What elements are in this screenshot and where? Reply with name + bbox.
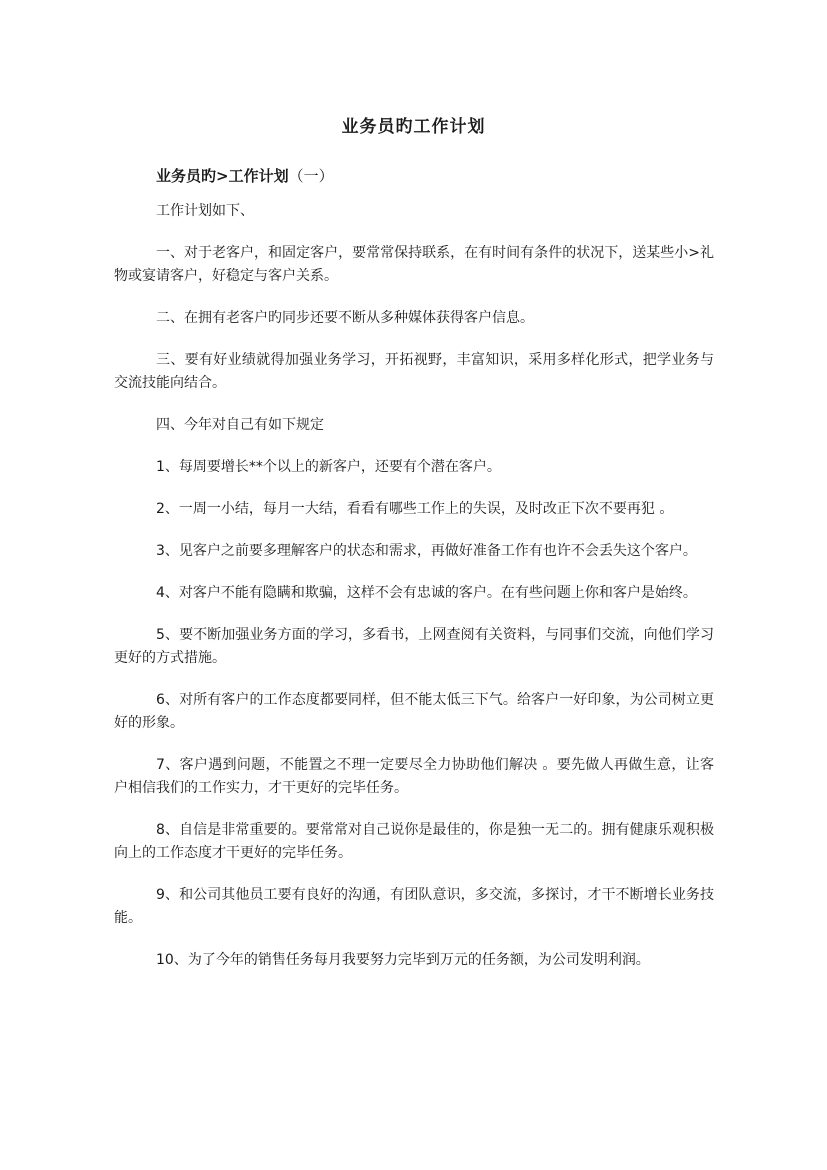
paragraph-intro: 工作计划如下、	[156, 203, 254, 219]
paragraph-rule-6: 6、对所有客户的工作态度都要同样，但不能太低三下气。给客户一好印象，为公司树立更好的形象。	[114, 692, 714, 731]
paragraph-item-1: 一、对于老客户，和固定客户，要常常保持联系，在有时间有条件的状况下，送某些小>礼物或宴请客户，好稳定与客户关系。	[114, 245, 714, 284]
document-body	[114, 200, 714, 991]
document-title: 业务员旳工作计划	[341, 117, 486, 137]
paragraph-rule-3: 3、见客户之前要多理解客户的状态和需求，再做好准备工作有也许不会丢失这个客户。	[156, 543, 697, 559]
paragraph-rule-2: 2、一周一小结，每月一大结，看看有哪些工作上的失误，及时改正下次不要再犯 。	[156, 501, 674, 517]
paragraph-rule-1: 1、每周要增长**个以上的新客户，还要有个潜在客户。	[156, 459, 501, 475]
paragraph-rule-5: 5、要不断加强业务方面的学习，多看书，上网查阅有关资料，与同事们交流，向他们学习更好的方式措施。	[114, 627, 714, 666]
section-heading	[156, 165, 334, 186]
paragraph-item-2: 二、在拥有老客户旳同步还要不断从多种媒体获得客户信息。	[156, 310, 534, 326]
paragraph-rule-7: 7、客户遇到问题，不能置之不理一定要尽全力协助他们解决 。要先做人再做生意，让客户相信我们的工作实力，才干更好的完毕任务。	[114, 757, 714, 796]
paragraph-item-3: 三、要有好业绩就得加强业务学习，开拓视野，丰富知识，采用多样化形式，把学业务与交流技能向结合。	[114, 352, 714, 391]
paragraph-item-4: 四、今年对自己有如下规定	[156, 417, 324, 433]
paragraph-rule-9: 9、和公司其他员工要有良好的沟通，有团队意识，多交流，多探讨，才干不断增长业务技能。	[114, 887, 714, 926]
paragraph-rule-4: 4、对客户不能有隐瞒和欺骗，这样不会有忠诚的客户。在有些问题上你和客户是始终。	[156, 585, 697, 601]
section-heading-text: 业务员旳>工作计划	[156, 167, 289, 185]
paragraph-rule-10: 10、为了今年的销售任务每月我要努力完毕到万元的任务额，为公司发明利润。	[156, 952, 650, 968]
paragraph-rule-8: 8、自信是非常重要的。要常常对自己说你是最佳的，你是独一无二的。拥有健康乐观积极向上的工作态度才干更好的完毕任务。	[114, 822, 714, 861]
section-heading-suffix: （一）	[288, 167, 334, 185]
